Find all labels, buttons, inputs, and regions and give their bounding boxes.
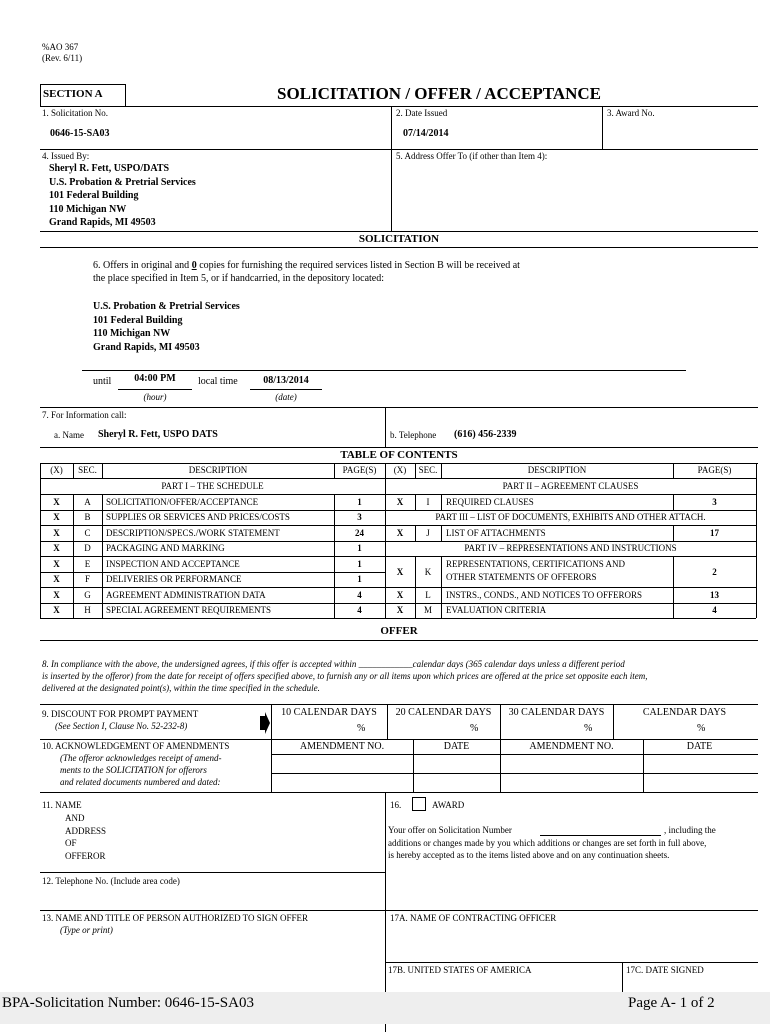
due-date: 08/13/2014 (263, 375, 309, 386)
amendment-date-header: DATE (443, 741, 470, 752)
toc-header-desc-right: DESCRIPTION (527, 465, 587, 475)
footer-page: Page A- 1 of 2 (628, 995, 715, 1011)
item17c-label: 17C. DATE SIGNED (626, 965, 704, 975)
amendment-no-header: AMENDMENT NO. (299, 741, 385, 752)
discount-20-days: 20 CALENDAR DAYS (395, 707, 492, 718)
contact-name: Sheryl R. Fett, USPO DATS (98, 429, 218, 440)
contact-phone: (616) 456-2339 (454, 429, 517, 440)
item16-num: 16. (390, 800, 402, 810)
section-label-box (40, 84, 126, 107)
item11-lines: AND ADDRESS OF OFFEROR (65, 813, 107, 861)
item5-label: 5. Address Offer To (if other than Item 4): (396, 151, 548, 161)
item10-label: 10. ACKNOWLEDGEMENT OF AMENDMENTS (42, 741, 230, 751)
pct-20: % (470, 723, 479, 734)
discount-other-days: CALENDAR DAYS (642, 707, 727, 718)
toc-header-pages: PAGE(S) (342, 465, 377, 475)
item7-phone-label: b. Telephone (390, 430, 437, 440)
item9-sub: (See Section I, Clause No. 52-232-8) (55, 721, 188, 731)
offer-heading: OFFER (380, 625, 418, 637)
item13-label: 13. NAME AND TITLE OF PERSON AUTHORIZED TO SIGN OFFER (42, 913, 309, 923)
item13-sub: (Type or print) (60, 925, 113, 935)
solicitation-number-blank[interactable] (540, 835, 661, 836)
item16-text: additions or changes made by you which additions or changes are set forth in full above, is hereby accepted as to the items listed above and on any continuation sheets. (388, 838, 707, 860)
pct-30: % (584, 723, 593, 734)
item7-label: 7. For Information call: (42, 410, 127, 420)
date-caption: (date) (275, 392, 297, 402)
amendment-date-header-2: DATE (686, 741, 713, 752)
item17a-label: 17A. NAME OF CONTRACTING OFFICER (390, 913, 557, 923)
toc-header-pages-right: PAGE(S) (697, 465, 732, 475)
toc-part3: PART III – LIST OF DOCUMENTS, EXHIBITS AND OTHER ATTACH. (435, 512, 706, 522)
item16-line1-post: , including the (664, 825, 716, 835)
item16-label: AWARD (432, 800, 465, 810)
amendment-no-header-2: AMENDMENT NO. (529, 741, 614, 752)
form-title: SOLICITATION / OFFER / ACCEPTANCE (277, 84, 601, 103)
item7-name-label: a. Name (54, 430, 84, 440)
form-id: %AO 367 (Rev. 6/11) (42, 42, 83, 63)
item3-label: 3. Award No. (607, 108, 655, 118)
item12-label: 12. Telephone No. (Include area code) (42, 876, 180, 886)
pct-other: % (697, 723, 706, 734)
section-label: SECTION A (43, 88, 103, 100)
toc-header-desc: DESCRIPTION (188, 465, 248, 475)
item8-text: 8. In compliance with the above, the undersigned agrees, if this offer is accepted within ____________calendar days (365 calendar days unless a different period is inserted by the offeror) from the date for receipt of offers specified above, to furnish any or all items upon which prices are offered at the price set opposite each item, delivered at the designated point(s), within the time specified in the schedule. (42, 659, 648, 693)
toc-header-x-right: (X) (393, 465, 407, 475)
toc-header-sec-right: SEC. (418, 465, 438, 475)
depository-address: U.S. Probation & Pretrial Services 101 Federal Building 110 Michigan NW Grand Rapids, MI 49503 (93, 301, 240, 353)
toc-part2: PART II – AGREEMENT CLAUSES (502, 481, 639, 491)
toc-header-sec: SEC. (78, 465, 97, 475)
item4-label: 4. Issued By: (42, 151, 90, 161)
hour-caption: (hour) (143, 392, 167, 402)
copies-count: 0 (191, 260, 197, 271)
discount-10-days: 10 CALENDAR DAYS (281, 707, 377, 718)
local-time-label: local time (198, 376, 238, 387)
date-issued: 07/14/2014 (403, 128, 449, 139)
solicitation-heading: SOLICITATION (358, 233, 440, 245)
discount-30-days: 30 CALENDAR DAYS (508, 707, 605, 718)
toc-part1: PART I – THE SCHEDULE (161, 481, 264, 491)
pct-10: % (357, 723, 366, 734)
due-time: 04:00 PM (134, 373, 176, 384)
item16-line1-pre: Your offer on Solicitation Number (388, 825, 512, 835)
toc-heading: TABLE OF CONTENTS (340, 449, 458, 461)
item1-label: 1. Solicitation No. (42, 108, 108, 118)
award-checkbox[interactable] (412, 797, 426, 811)
item6-line2: the place specified in Item 5, or if handcarried, in the depository located: (93, 273, 385, 284)
footer-solicitation: BPA-Solicitation Number: 0646-15-SA03 (2, 995, 254, 1011)
arrow-right-icon (259, 712, 271, 734)
item11-label: 11. NAME (42, 800, 82, 810)
until-label: until (93, 376, 112, 387)
item2-label: 2. Date Issued (396, 108, 448, 118)
item10-sub: (The offeror acknowledges receipt of amend- ments to the SOLICITATION for offerors and related documents numbered and dated: (60, 753, 222, 787)
issued-by-address: Sheryl R. Fett, USPO/DATS U.S. Probation & Pretrial Services 101 Federal Building 110 Michigan NW Grand Rapids, MI 49503 (49, 163, 196, 228)
toc-part4: PART IV – REPRESENTATIONS AND INSTRUCTIONS (464, 543, 677, 553)
item9-label: 9. DISCOUNT FOR PROMPT PAYMENT (42, 709, 199, 719)
toc-header-x: (X) (50, 465, 63, 475)
item17b-label: 17B. UNITED STATES OF AMERICA (388, 965, 532, 975)
item6-text: 6. Offers in original and 0 copies for furnishing the required services listed in Section B will be received at (93, 260, 520, 271)
solicitation-number: 0646-15-SA03 (50, 128, 110, 139)
